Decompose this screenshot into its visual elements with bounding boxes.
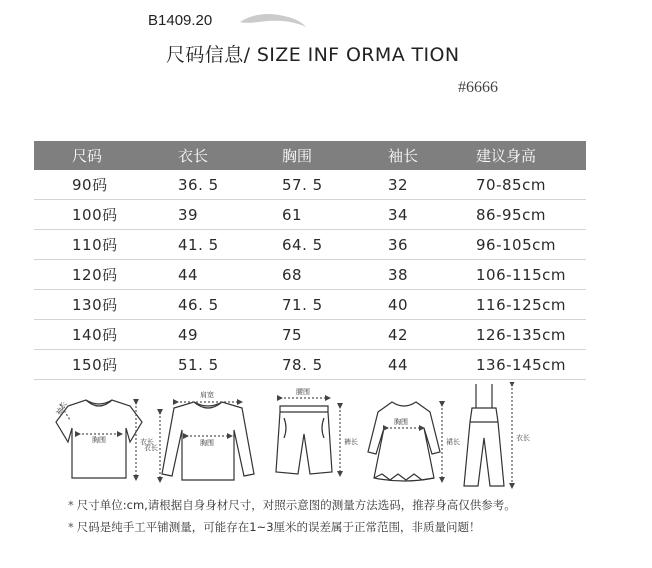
cell-chest: 71. 5 xyxy=(282,290,388,320)
size-table-header xyxy=(34,141,586,170)
table-row xyxy=(34,200,586,230)
tshirt-length-label: 衣长 xyxy=(140,438,154,446)
table-row xyxy=(34,230,586,260)
cell-sleeve: 44 xyxy=(388,350,476,380)
pants-diagram-icon xyxy=(276,398,340,474)
tshirt-sleeve-label: 袖长 xyxy=(54,400,69,417)
cell-sleeve: 32 xyxy=(388,170,476,200)
cell-size: 90码 xyxy=(34,170,178,200)
note-measurement-unit xyxy=(68,497,516,513)
cell-size: 100码 xyxy=(34,200,178,230)
dress-diagram-icon xyxy=(368,402,442,481)
dress-chest-label: 胸围 xyxy=(394,418,408,426)
cell-height: 106-115cm xyxy=(476,260,586,290)
size-table xyxy=(34,141,586,380)
dress-length-label: 裙长 xyxy=(446,438,460,446)
cell-sleeve: 38 xyxy=(388,260,476,290)
cell-size: 130码 xyxy=(34,290,178,320)
note-bullet-icon: * xyxy=(68,520,74,534)
note-text: 尺码是纯手工平铺测量，可能存在1~3厘米的误差属于正常范围，非质量问题！ xyxy=(76,520,481,534)
sweater-shoulder-label: 肩宽 xyxy=(200,391,214,399)
pants-length-label: 裤长 xyxy=(344,438,358,446)
overalls-length-label: 衣长 xyxy=(516,434,530,442)
cell-length: 49 xyxy=(178,320,282,350)
pants-waist-label: 腰围 xyxy=(296,388,310,396)
header-size: 尺码 xyxy=(34,141,178,170)
cell-sleeve: 34 xyxy=(388,200,476,230)
cell-length: 51. 5 xyxy=(178,350,282,380)
cell-height: 86-95cm xyxy=(476,200,586,230)
cell-size: 110码 xyxy=(34,230,178,260)
table-row xyxy=(34,260,586,290)
ink-brush-decoration xyxy=(238,8,308,30)
note-text: 尺寸单位:cm,请根据自身身材尺寸，对照示意图的测量方法选码，推荐身高仅供参考。 xyxy=(76,498,516,512)
cell-length: 39 xyxy=(178,200,282,230)
cell-size: 120码 xyxy=(34,260,178,290)
cell-height: 126-135cm xyxy=(476,320,586,350)
tshirt-chest-label: 胸围 xyxy=(92,436,106,444)
table-row xyxy=(34,290,586,320)
cell-height: 116-125cm xyxy=(476,290,586,320)
measurement-diagrams xyxy=(48,382,568,492)
header-sleeve: 袖长 xyxy=(388,141,476,170)
cell-length: 46. 5 xyxy=(178,290,282,320)
header-chest: 胸围 xyxy=(282,141,388,170)
cell-size: 140码 xyxy=(34,320,178,350)
header-height: 建议身高 xyxy=(476,141,586,170)
table-row xyxy=(34,350,586,380)
overalls-diagram-icon xyxy=(464,384,512,486)
cell-chest: 78. 5 xyxy=(282,350,388,380)
sweater-length-label: 衣长 xyxy=(144,444,158,452)
product-number: #6666 xyxy=(458,79,498,96)
cell-length: 36. 5 xyxy=(178,170,282,200)
product-code: B1409.20 xyxy=(148,12,213,29)
sweater-chest-label: 胸围 xyxy=(200,439,214,447)
cell-length: 44 xyxy=(178,260,282,290)
cell-chest: 64. 5 xyxy=(282,230,388,260)
cell-chest: 68 xyxy=(282,260,388,290)
cell-sleeve: 42 xyxy=(388,320,476,350)
cell-height: 136-145cm xyxy=(476,350,586,380)
cell-chest: 57. 5 xyxy=(282,170,388,200)
header-length: 衣长 xyxy=(178,141,282,170)
cell-length: 41. 5 xyxy=(178,230,282,260)
cell-sleeve: 36 xyxy=(388,230,476,260)
cell-sleeve: 40 xyxy=(388,290,476,320)
cell-chest: 75 xyxy=(282,320,388,350)
note-bullet-icon: * xyxy=(68,498,74,512)
cell-chest: 61 xyxy=(282,200,388,230)
cell-size: 150码 xyxy=(34,350,178,380)
table-row xyxy=(34,320,586,350)
table-row xyxy=(34,170,586,200)
cell-height: 96-105cm xyxy=(476,230,586,260)
page-title: 尺码信息/ SIZE INF ORMA TION xyxy=(166,44,460,66)
note-measurement-error xyxy=(68,519,481,535)
cell-height: 70-85cm xyxy=(476,170,586,200)
